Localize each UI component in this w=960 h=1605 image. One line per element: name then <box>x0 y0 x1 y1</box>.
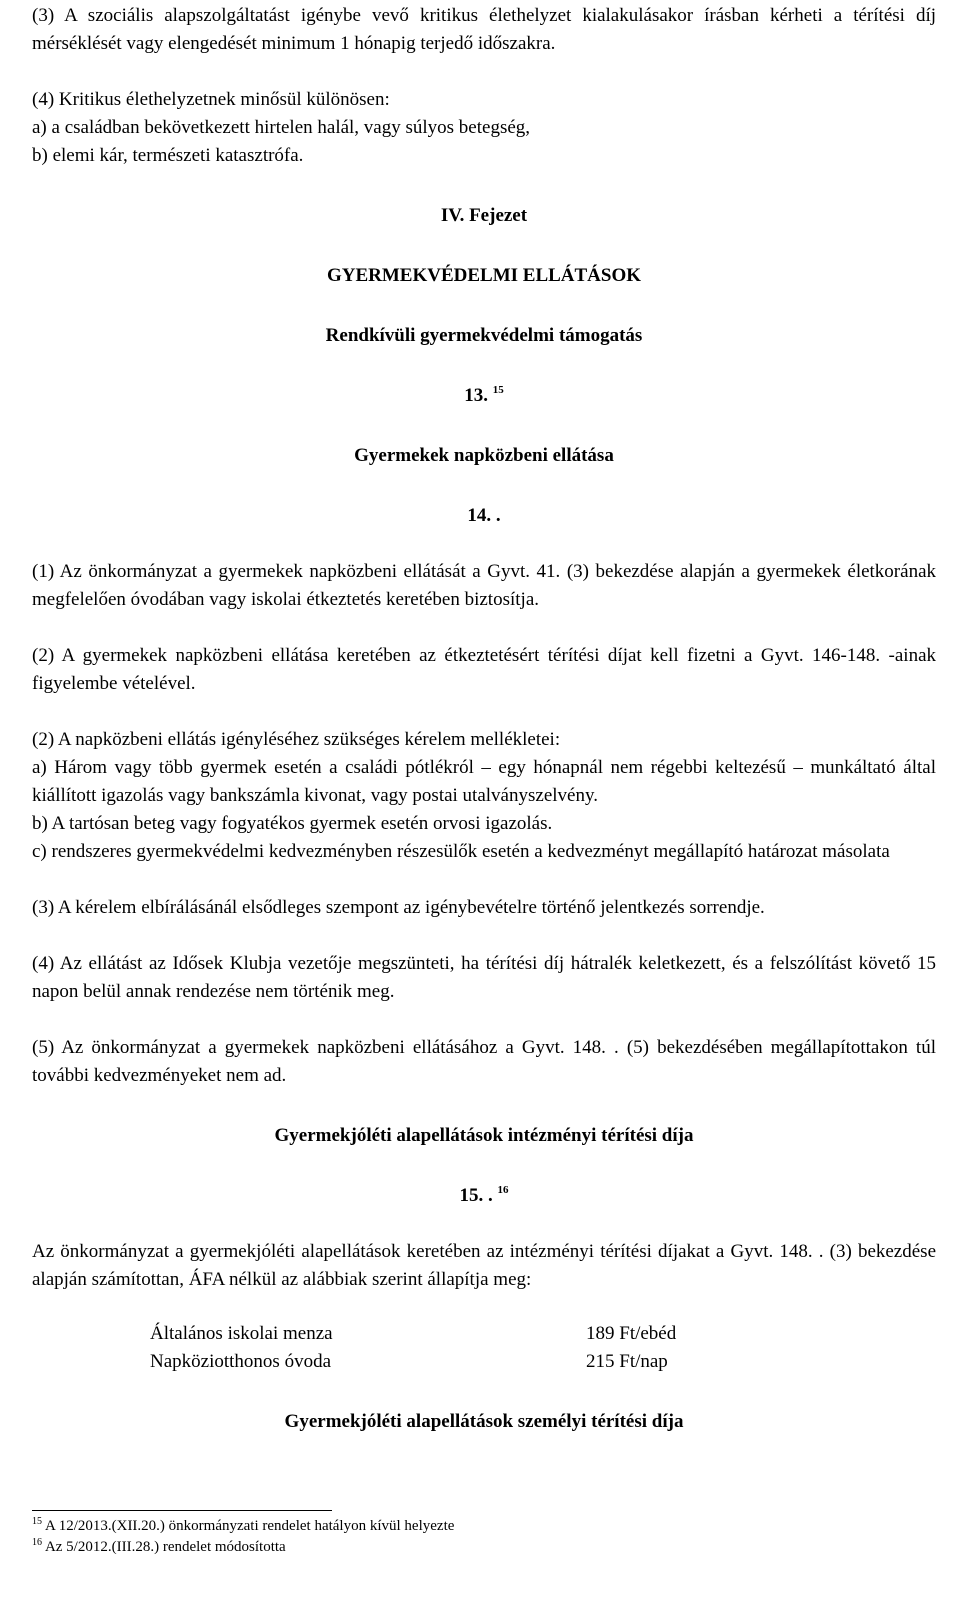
napkozbeni-paragraph-5: (5) Az önkormányzat a gyermekek napközbeni ellátásához a Gyvt. 148. . (5) bekezdésében megállapítottakon túl további kedvezményeket nem ad. <box>32 1037 936 1086</box>
footnote-ref-16: 16 <box>497 1184 509 1196</box>
section-13-number: 13. <box>464 385 488 406</box>
fee-row <box>150 1320 936 1348</box>
fee-row-name: Napköziotthonos óvoda <box>150 1351 332 1372</box>
paragraph-3: (3) A szociális alapszolgáltatást igénybe vevő kritikus élethelyzet kialakulásakor írásban kérheti a térítési díj mérséklését vagy elengedését minimum 1 hónapig terjedő időszakra. <box>32 5 936 54</box>
section-heading-szemelyi: Gyermekjóléti alapellátások személyi térítési díja <box>284 1411 684 1432</box>
napkozbeni-attachment-c: c) rendszeres gyermekvédelmi kedvezményben részesülők esetén a kedvezményt megállapító határozat másolata <box>32 841 890 862</box>
intezmenyi-paragraph: Az önkormányzat a gyermekjóléti alapellátások keretében az intézményi térítési díjakat a Gyvt. 148. . (3) bekezdése alapján számítottan, ÁFA nélkül az alábbiak szerint állapítja meg: <box>32 1241 936 1290</box>
footnote-text: Az 5/2012.(III.28.) rendelet módosította <box>44 1539 286 1555</box>
section-heading-intezmenyi: Gyermekjóléti alapellátások intézményi térítési díja <box>274 1125 694 1146</box>
footnote-16 <box>32 1537 454 1558</box>
document-page <box>32 0 936 1555</box>
footnotes <box>32 1516 454 1558</box>
napkozbeni-attachments-intro: (2) A napközbeni ellátás igényléséhez szükséges kérelem mellékletei: <box>32 729 561 750</box>
napkozbeni-attachment-b: b) A tartósan beteg vagy fogyatékos gyermek esetén orvosi igazolás. <box>32 813 553 834</box>
napkozbeni-attachment-a: a) Három vagy több gyermek esetén a családi pótlékról – egy hónapnál nem régebbi keltezésű – munkáltató által kiállított igazolás vagy bankszámla kivonat, vagy postai utalványszelvény. <box>32 757 936 806</box>
fee-row-value: 189 Ft/ebéd <box>586 1323 677 1344</box>
footnote-15 <box>32 1516 454 1537</box>
napkozbeni-paragraph-1: (1) Az önkormányzat a gyermekek napközbeni ellátását a Gyvt. 41. (3) bekezdése alapján a gyermekek életkorának megfelelően óvodában vagy iskolai étkeztetés keretében biztosítja. <box>32 561 936 610</box>
napkozbeni-paragraph-4: (4) Az ellátást az Idősek Klubja vezetője megszünteti, ha térítési díj hátralék keletkezett, és a felszólítást követő 15 napon belül annak rendezése nem történik meg. <box>32 953 936 1002</box>
section-15-number: 15. . <box>459 1185 493 1206</box>
fee-row <box>150 1348 936 1376</box>
section-15-heading <box>32 1182 936 1210</box>
napkozbeni-paragraph-2: (2) A gyermekek napközbeni ellátása keretében az étkeztetésért térítési díjat kell fizetni a Gyvt. 146-148. -ainak figyelembe vételével. <box>32 645 936 694</box>
paragraph-4-item-a: a) a családban bekövetkezett hirtelen halál, vagy súlyos betegség, <box>32 117 531 138</box>
chapter-number: IV. Fejezet <box>440 205 528 226</box>
chapter-title: GYERMEKVÉDELMI ELLÁTÁSOK <box>326 265 642 286</box>
section-heading-napkozbeni: Gyermekek napközbeni ellátása <box>354 445 614 466</box>
footnote-ref-15: 15 <box>492 384 504 396</box>
footnote-number: 15 <box>32 1516 42 1527</box>
fee-row-name: Általános iskolai menza <box>150 1323 333 1344</box>
footnote-text: A 12/2013.(XII.20.) önkormányzati rendelet hatályon kívül helyezte <box>44 1518 455 1534</box>
paragraph-4-item-b: b) elemi kár, természeti katasztrófa. <box>32 145 304 166</box>
paragraph-4-intro: (4) Kritikus élethelyzetnek minősül különösen: <box>32 89 390 110</box>
section-13-heading <box>32 382 936 410</box>
napkozbeni-paragraph-3: (3) A kérelem elbírálásánál elsődleges szempont az igénybevételre történő jelentkezés sorrendje. <box>32 897 765 918</box>
footnote-divider <box>32 1510 332 1511</box>
fee-row-value: 215 Ft/nap <box>586 1351 668 1372</box>
footnote-number: 16 <box>32 1537 42 1548</box>
section-14-heading: 14. . <box>467 505 501 526</box>
fee-table <box>150 1320 936 1376</box>
section-heading-rendkivuli: Rendkívüli gyermekvédelmi támogatás <box>325 325 643 346</box>
